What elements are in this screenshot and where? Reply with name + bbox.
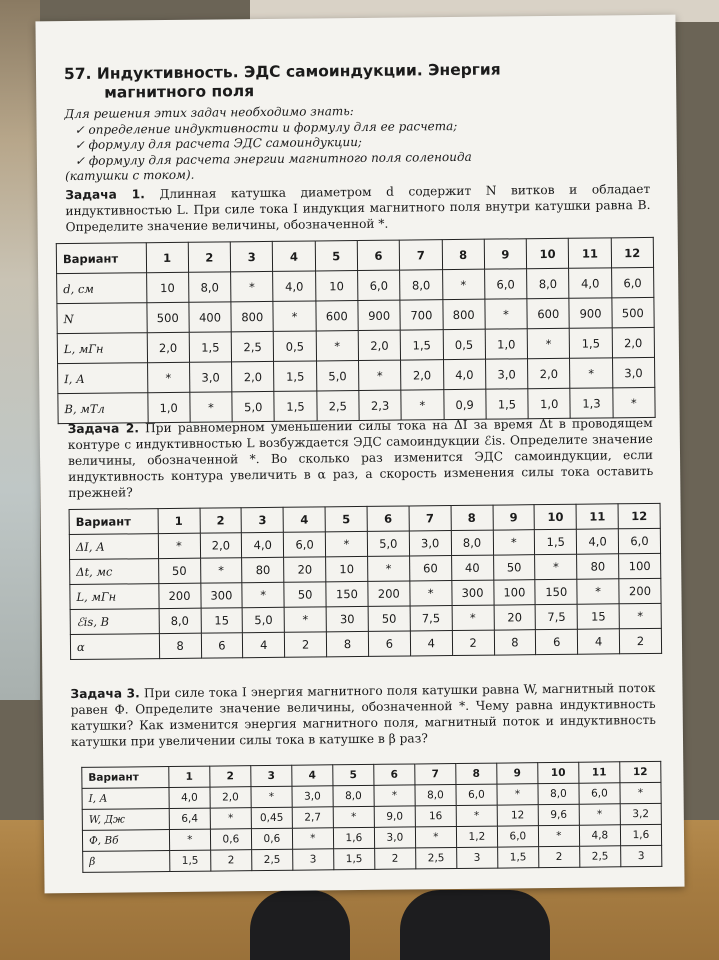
table-cell: 4,0 [443, 359, 486, 389]
task-2-label: Задача 2. [67, 421, 140, 437]
table-cell: 3 [620, 845, 661, 866]
table-cell: 15 [577, 604, 619, 629]
table-cell: 8 [494, 630, 536, 655]
variant-number: 11 [569, 238, 612, 268]
variant-number: 7 [415, 764, 456, 785]
variant-number: 1 [158, 508, 200, 533]
variant-number: 6 [367, 506, 409, 531]
table-cell: 6,0 [618, 528, 660, 553]
table-cell: * [190, 392, 233, 422]
table-cell: 20 [494, 605, 536, 630]
table-cell: 8,0 [333, 785, 374, 806]
variant-number: 9 [484, 239, 527, 269]
table-cell: 1,5 [486, 389, 529, 419]
table-cell: 6,0 [358, 270, 401, 300]
table-cell: * [442, 269, 485, 299]
background-wall [0, 0, 40, 700]
table-cell: 200 [368, 581, 410, 606]
table-cell: * [284, 607, 326, 632]
task-1-label: Задача 1. [65, 187, 145, 203]
table-cell: * [619, 603, 661, 628]
page-title [64, 60, 504, 103]
table-cell: 30 [326, 606, 368, 631]
table-cell: 2,0 [528, 358, 571, 388]
intro-line: ✓ определение индуктивности и формулу для ее расчета; [74, 118, 458, 137]
table-cell: * [316, 331, 359, 361]
table-cell: 1,5 [333, 848, 374, 869]
table-cell: 700 [400, 300, 443, 330]
table-cell: * [210, 808, 251, 829]
table-cell: 400 [189, 302, 232, 332]
table-cell: * [374, 785, 415, 806]
intro-line: ✓ формулу для расчета ЭДС самоиндукции; [74, 134, 363, 152]
table-cell: * [577, 579, 619, 604]
variant-number: 2 [210, 766, 251, 787]
table-cell: 800 [442, 299, 485, 329]
table-cell: 8,0 [538, 783, 579, 804]
variant-number: 8 [442, 239, 485, 269]
table-cell: * [579, 804, 620, 825]
table-cell: 0,9 [443, 389, 486, 419]
table-cell: * [493, 530, 535, 555]
table-cell: 40 [451, 555, 493, 580]
table-cell: 5,0 [316, 361, 359, 391]
table-cell: 2,5 [415, 848, 456, 869]
table-cell: 4 [410, 631, 452, 656]
variant-number: 11 [576, 504, 618, 529]
variant-number: 5 [325, 506, 367, 531]
table-cell: 1,0 [528, 388, 571, 418]
table-cell: 200 [619, 578, 661, 603]
variant-number: 3 [230, 241, 273, 271]
table-cell: 2 [452, 630, 494, 655]
row-label: α [70, 634, 159, 660]
variant-number: 9 [493, 505, 535, 530]
table-cell: 300 [200, 583, 242, 608]
table-cell: * [527, 328, 570, 358]
intro-line: ✓ формулу для расчета энергии магнитного поля соленоида [74, 149, 472, 168]
task-2-text [68, 415, 654, 501]
table-cell: 7,5 [410, 606, 452, 631]
table-cell: * [535, 554, 577, 579]
table-cell: * [620, 782, 661, 803]
table-cell: 2,0 [612, 327, 655, 357]
table-cell: * [485, 299, 528, 329]
worksheet-page [35, 15, 684, 894]
table-cell: 100 [493, 580, 535, 605]
table-cell: 4,0 [242, 532, 284, 557]
table-cell: 6,0 [497, 826, 538, 847]
title-line-1: 57. Индуктивность. ЭДС самоиндукции. Энергия [63, 60, 501, 84]
table-cell: 0,6 [251, 828, 292, 849]
table-cell: * [456, 805, 497, 826]
variant-number: 1 [169, 766, 210, 787]
table-cell: 5,0 [367, 531, 409, 556]
table-cell: 50 [368, 606, 410, 631]
row-label: B, мТл [58, 393, 148, 424]
table-cell: 3,0 [485, 359, 528, 389]
table-cell: 9,6 [538, 804, 579, 825]
row-label: L, мГн [70, 584, 159, 610]
table-cell: 500 [612, 297, 655, 327]
row-label: W, Дж [82, 809, 169, 831]
table-cell: 100 [619, 553, 661, 578]
table-cell: 0,5 [274, 331, 317, 361]
task-3-body: При силе тока I энергия магнитного поля катушки равна W, магнитный поток равен Ф. Определите значение величины, обозначенной *. Чему равна индуктивность катушки? Как изменится энергия магнитного поля, магнитный поток и индуктивность катушки при увеличении силы тока в катушке в β раз? [70, 680, 656, 750]
table-cell: 1,5 [274, 391, 317, 421]
variant-number: 12 [620, 761, 661, 782]
table-cell: 3,0 [189, 362, 232, 392]
row-label: d, см [57, 273, 147, 304]
row-label: I, А [82, 788, 169, 810]
table-cell: 900 [358, 300, 401, 330]
shoe-right [400, 890, 550, 960]
table-cell: 2 [374, 848, 415, 869]
table-cell: 6,0 [456, 784, 497, 805]
table-cell: 500 [146, 302, 189, 332]
table-cell: 60 [409, 556, 451, 581]
row-label: ℰis, В [70, 609, 159, 635]
table-cell: 3,0 [374, 827, 415, 848]
table-cell: * [333, 806, 374, 827]
table-cell: 1,0 [147, 392, 190, 422]
table-cell: * [410, 581, 452, 606]
table-cell: * [538, 825, 579, 846]
table-cell: 1,5 [170, 850, 211, 871]
table-cell: 0,5 [443, 329, 486, 359]
header-label: Вариант [56, 243, 146, 274]
title-line-2: магнитного поля [104, 82, 255, 102]
table-cell: 3 [292, 849, 333, 870]
table-cell: 2,5 [579, 846, 620, 867]
table-cell: 8,0 [415, 785, 456, 806]
variant-number: 11 [579, 762, 620, 783]
table-cell: 2 [619, 628, 661, 653]
table-cell: * [200, 558, 242, 583]
table-cell: 20 [284, 557, 326, 582]
intro-line: Для решения этих задач необходимо знать: [64, 104, 354, 122]
table-cell: 1,6 [620, 824, 661, 845]
variant-number: 6 [357, 240, 400, 270]
table-cell: 6,0 [484, 269, 527, 299]
table-cell: 6 [368, 631, 410, 656]
table-cell: 2,0 [210, 787, 251, 808]
variant-number: 6 [374, 764, 415, 785]
table-cell: 800 [231, 301, 274, 331]
table-cell: * [570, 358, 613, 388]
table-cell: 4,0 [577, 529, 619, 554]
table-cell: * [242, 582, 284, 607]
header-label: Вариант [69, 509, 158, 535]
table-cell: 80 [577, 554, 619, 579]
table-cell: 2,0 [200, 533, 242, 558]
variant-number: 10 [526, 238, 569, 268]
task-3-table [81, 761, 662, 873]
table-cell: 16 [415, 806, 456, 827]
table-cell: * [292, 828, 333, 849]
table-cell: 2,7 [292, 807, 333, 828]
variant-number: 5 [333, 764, 374, 785]
table-cell: 1,3 [570, 388, 613, 418]
variant-number: 4 [292, 765, 333, 786]
table-cell: 1,5 [535, 529, 577, 554]
table-cell: 3,0 [612, 357, 655, 387]
table-cell: 4,8 [579, 825, 620, 846]
table-cell: 8,0 [400, 270, 443, 300]
table-cell: 8 [159, 633, 201, 658]
table-cell: 3,0 [292, 786, 333, 807]
table-cell: 150 [535, 579, 577, 604]
header-label: Вариант [82, 767, 169, 789]
variant-number: 12 [611, 237, 654, 267]
variant-number: 1 [146, 242, 189, 272]
table-cell: 8,0 [159, 608, 201, 633]
table-cell: 10 [146, 272, 189, 302]
table-cell: * [147, 362, 190, 392]
table-cell: 300 [451, 580, 493, 605]
table-cell: * [251, 786, 292, 807]
task-3-text [70, 680, 656, 750]
table-cell: 150 [326, 581, 368, 606]
intro-block [64, 101, 625, 184]
table-cell: 50 [284, 582, 326, 607]
table-cell: 12 [497, 805, 538, 826]
table-cell: 3 [456, 847, 497, 868]
table-cell: 1,5 [189, 332, 232, 362]
variant-number: 3 [241, 507, 283, 532]
table-cell: 6 [201, 633, 243, 658]
table-cell: 1,5 [570, 328, 613, 358]
variant-number: 2 [188, 242, 231, 272]
table-cell: 2 [538, 846, 579, 867]
table-cell: 7,5 [535, 604, 577, 629]
variant-number: 8 [456, 763, 497, 784]
row-label: ΔI, А [69, 534, 158, 560]
table-cell: 0,45 [251, 807, 292, 828]
table-cell: 80 [242, 557, 284, 582]
table-cell: 1,2 [456, 826, 497, 847]
row-label: Δt, мс [70, 559, 159, 585]
table-cell: 6,4 [169, 808, 210, 829]
task-2-body: При равномерном уменьшении силы тока на ΔI за время Δt в проводящем контуре с индуктивностью L возбуждается ЭДС самоиндукции ℰis. Определите значение величины, обозначенной *. Во сколько раз изменится ЭДС самоиндукции, если индуктивность контура увеличить в α раз, а скорость изменения силы тока оставить прежней? [67, 415, 654, 501]
variant-number: 9 [497, 763, 538, 784]
variant-number: 8 [451, 505, 493, 530]
task-1-text [65, 181, 650, 235]
table-cell: * [158, 533, 200, 558]
table-cell: 2,0 [358, 330, 401, 360]
table-cell: 0,6 [210, 829, 251, 850]
table-cell: * [415, 827, 456, 848]
variant-number: 7 [399, 240, 442, 270]
table-cell: 6 [536, 629, 578, 654]
table-cell: 2,0 [147, 332, 190, 362]
table-cell: 2,5 [251, 849, 292, 870]
table-cell: * [273, 301, 316, 331]
task-1-table [56, 237, 656, 424]
table-cell: 8 [326, 631, 368, 656]
table-cell: * [169, 829, 210, 850]
table-cell: * [612, 387, 655, 417]
row-label: I, А [58, 363, 148, 394]
table-cell: 2,0 [232, 361, 275, 391]
table-cell: 200 [158, 583, 200, 608]
table-cell: 15 [201, 608, 243, 633]
table-cell: 5,0 [232, 391, 275, 421]
variant-number: 4 [283, 507, 325, 532]
row-label: Ф, Вб [82, 830, 169, 852]
variant-number: 10 [538, 762, 579, 783]
table-cell: 2 [285, 632, 327, 657]
table-cell: 4,0 [273, 271, 316, 301]
table-cell: 3,0 [409, 531, 451, 556]
table-cell: 5,0 [242, 607, 284, 632]
table-cell: 600 [316, 301, 359, 331]
task-1-body: Длинная катушка диаметром d содержит N витков и обладает индуктивностью L. При силе тока I индукция магнитного поля внутри катушки равна B. Определите значение величины, обозначенной *. [65, 181, 651, 235]
table-cell: * [368, 556, 410, 581]
table-cell: 600 [527, 298, 570, 328]
table-cell: 1,5 [274, 361, 317, 391]
variant-number: 5 [315, 241, 358, 271]
table-cell: 8,0 [188, 272, 231, 302]
table-cell: 10 [315, 271, 358, 301]
table-cell: 50 [158, 558, 200, 583]
table-cell: 1,0 [485, 329, 528, 359]
table-cell: 1,5 [497, 847, 538, 868]
row-label: N [57, 303, 147, 334]
table-cell: 4 [578, 629, 620, 654]
table-cell: 2,5 [317, 391, 360, 421]
table-cell: 8,0 [527, 268, 570, 298]
table-cell: 2,0 [401, 360, 444, 390]
table-cell: 2 [210, 850, 251, 871]
table-cell: 4,0 [169, 787, 210, 808]
table-cell: * [231, 271, 274, 301]
variant-number: 10 [534, 504, 576, 529]
table-cell: * [358, 360, 401, 390]
table-cell: 6,0 [611, 267, 654, 297]
table-cell: 4,0 [569, 268, 612, 298]
table-cell: * [401, 390, 444, 420]
table-cell: 50 [493, 555, 535, 580]
table-cell: 6,0 [579, 783, 620, 804]
table-cell: 900 [569, 298, 612, 328]
table-cell: * [325, 531, 367, 556]
table-cell: 8,0 [451, 530, 493, 555]
table-cell: 10 [326, 556, 368, 581]
table-cell: * [497, 784, 538, 805]
task-3-label: Задача 3. [70, 686, 140, 702]
table-cell: 6,0 [284, 532, 326, 557]
intro-line: (катушки с током). [65, 167, 195, 184]
table-cell: 1,5 [400, 330, 443, 360]
table-cell: 9,0 [374, 806, 415, 827]
variant-number: 2 [200, 508, 242, 533]
variant-number: 3 [251, 765, 292, 786]
table-cell: 1,6 [333, 827, 374, 848]
row-label: L, мГн [57, 333, 147, 364]
row-label: β [83, 851, 170, 873]
variant-number: 12 [618, 503, 660, 528]
variant-number: 7 [409, 506, 451, 531]
table-cell: 2,3 [359, 390, 402, 420]
task-2-table [69, 503, 663, 660]
table-cell: 2,5 [231, 331, 274, 361]
table-cell: 4 [243, 632, 285, 657]
table-cell: 3,2 [620, 803, 661, 824]
shoe-left [250, 890, 350, 960]
variant-number: 4 [273, 241, 316, 271]
table-row [70, 628, 661, 659]
table-cell: * [452, 605, 494, 630]
